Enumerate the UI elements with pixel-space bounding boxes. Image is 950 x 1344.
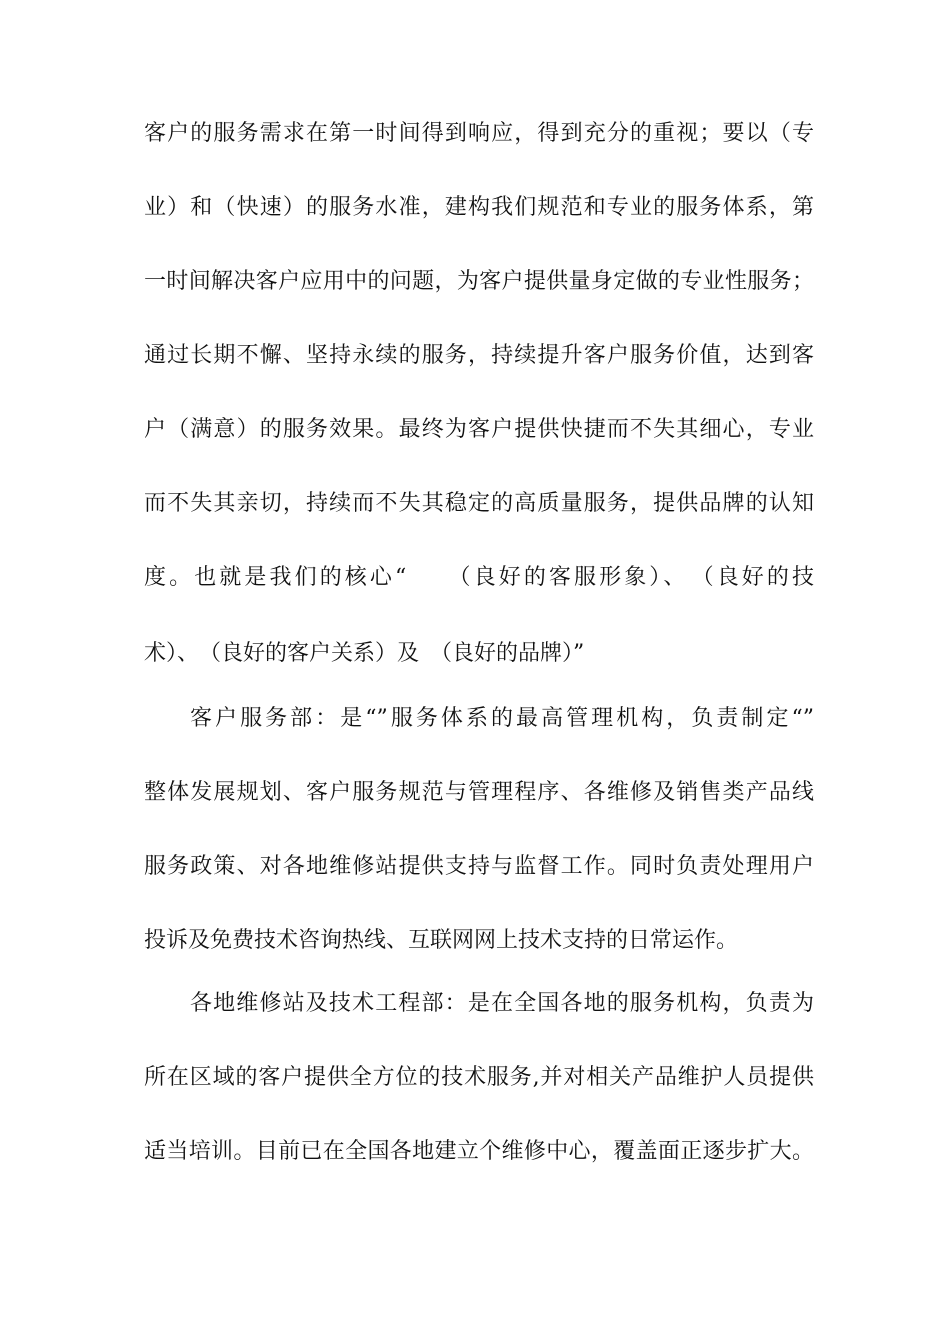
body-text-line: 客户的服务需求在第一时间得到响应，得到充分的重视；要以（专 bbox=[144, 121, 814, 146]
body-text-line: 业）和（快速）的服务水准，建构我们规范和专业的服务体系，第 bbox=[144, 195, 814, 220]
body-text-line: 通过长期不懈、坚持永续的服务，持续提升客户服务价值，达到客 bbox=[144, 343, 814, 368]
body-text-line: 而不失其亲切，持续而不失其稳定的高质量服务，提供品牌的认知 bbox=[144, 491, 814, 516]
body-text-line: 服务政策、对各地维修站提供支持与监督工作。同时负责处理用户 bbox=[144, 854, 814, 879]
body-text-line: 投诉及免费技术咨询热线、互联网网上技术支持的日常运作。 bbox=[144, 928, 739, 953]
body-text-line: 适当培训。目前已在全国各地建立个维修中心，覆盖面正逐步扩大。 bbox=[144, 1139, 814, 1164]
body-text-line: 户（满意）的服务效果。最终为客户提供快捷而不失其细心，专业 bbox=[144, 417, 814, 442]
body-text-line: 一时间解决客户应用中的问题，为客户提供量身定做的专业性服务； bbox=[144, 269, 814, 294]
body-text-line: 度。也就是我们的核心“ （良好的客服形象）、 （良好的技 bbox=[144, 565, 814, 590]
paragraph-first-line: 各地维修站及技术工程部：是在全国各地的服务机构，负责为 bbox=[190, 991, 814, 1016]
body-text-line: 整体发展规划、客户服务规范与管理程序、各维修及销售类产品线 bbox=[144, 780, 814, 805]
paragraph-first-line: 客户服务部：是“”服务体系的最高管理机构，负责制定“” bbox=[190, 706, 814, 731]
body-text-line: 术）、 （良好的客户关系）及 （良好的品牌）” bbox=[144, 641, 585, 666]
body-text-line: 所在区域的客户提供全方位的技术服务,并对相关产品维护人员提供 bbox=[144, 1065, 814, 1090]
